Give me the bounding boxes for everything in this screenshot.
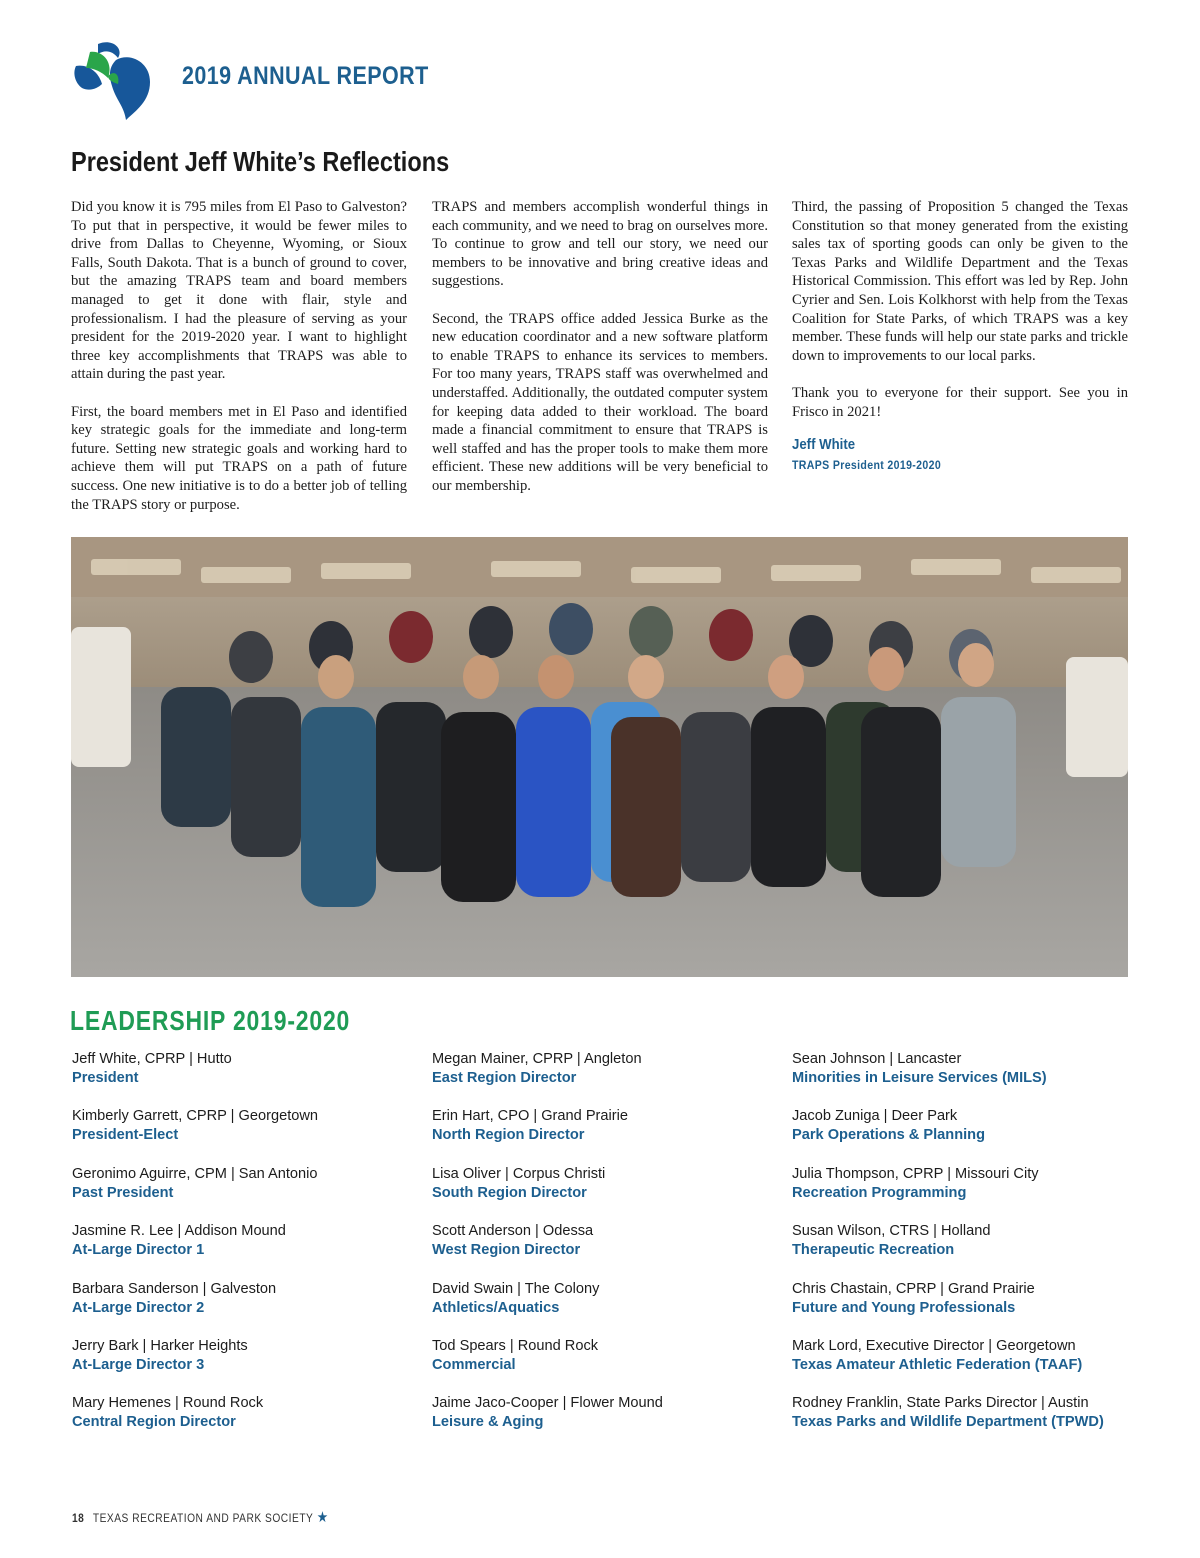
leader-role: Future and Young Professionals bbox=[792, 1299, 1016, 1316]
leader-entry bbox=[72, 1337, 432, 1394]
leader-entry bbox=[432, 1050, 792, 1107]
group-photo bbox=[71, 537, 1128, 977]
article-paragraph: First, the board members met in El Paso and identified key strategic goals for the immediate and long-term future. Setting new strategic goals and working hard to achieve them will put TRAPS on a path of future success. One new initiative is to do a better job of telling the TRAPS story or purpose. bbox=[71, 403, 407, 513]
leader-entry bbox=[792, 1337, 1152, 1394]
leader-entry bbox=[432, 1337, 792, 1394]
leader-name: Tod Spears | Round Rock bbox=[432, 1337, 599, 1354]
article-paragraph: Second, the TRAPS office added Jessica Burke as the new education coordinator and a new software platform to enable TRAPS to enhance its services to members. For too many years, TRAPS staff was overwhelmed and understaffed. Additionally, the outdated computer system for keeping data added to their workload. The board made a financial commitment to ensure that TRAPS is well staffed and has the proper tools to make them more efficient. These new additions will be very beneficial to our membership. bbox=[432, 310, 768, 494]
leader-role: Texas Amateur Athletic Federation (TAAF) bbox=[792, 1356, 1083, 1373]
leader-role: Texas Parks and Wildlife Department (TPWD) bbox=[792, 1414, 1104, 1431]
leader-role: Therapeutic Recreation bbox=[792, 1242, 955, 1259]
leader-entry bbox=[72, 1050, 432, 1107]
leader-role: South Region Director bbox=[432, 1184, 587, 1201]
article-title: President Jeff White’s Reflections bbox=[71, 146, 450, 177]
leader-name: Erin Hart, CPO | Grand Prairie bbox=[432, 1108, 628, 1125]
leader-role: Leisure & Aging bbox=[432, 1414, 544, 1431]
leader-name: Geronimo Aguirre, CPM | San Antonio bbox=[72, 1165, 318, 1182]
leader-entry bbox=[792, 1050, 1152, 1107]
article-paragraph: TRAPS and members accomplish wonderful things in each community, and we need to brag on ourselves more. To continue to grow and tell our story, we need our members to be innovative and bring creative ideas and suggestions. bbox=[432, 199, 768, 290]
leader-entry bbox=[792, 1280, 1152, 1337]
leader-role: At-Large Director 2 bbox=[72, 1299, 205, 1316]
leader-name: Kimberly Garrett, CPRP | Georgetown bbox=[72, 1108, 319, 1125]
leader-name: Sean Johnson | Lancaster bbox=[792, 1051, 962, 1067]
leader-entry bbox=[432, 1280, 792, 1337]
leader-role: At-Large Director 1 bbox=[72, 1242, 205, 1259]
leader-entry bbox=[72, 1280, 432, 1337]
page-footer bbox=[72, 1508, 329, 1526]
page-number: 18 bbox=[72, 1511, 85, 1525]
leader-role: North Region Director bbox=[432, 1127, 585, 1144]
leader-role: East Region Director bbox=[432, 1070, 577, 1086]
leader-name: Jasmine R. Lee | Addison Mound bbox=[72, 1223, 286, 1240]
leadership-column-2 bbox=[432, 1050, 792, 1452]
leader-role: President bbox=[72, 1070, 139, 1086]
signature-name: Jeff White bbox=[792, 435, 856, 453]
leader-entry bbox=[72, 1394, 432, 1451]
leader-name: Megan Mainer, CPRP | Angleton bbox=[432, 1051, 642, 1067]
leader-entry bbox=[792, 1394, 1152, 1451]
leader-entry bbox=[432, 1222, 792, 1279]
leadership-column-1 bbox=[72, 1050, 432, 1452]
article-paragraph: Thank you to everyone for their support. See you in Frisco in 2021! bbox=[792, 384, 1128, 420]
signature-role: TRAPS President 2019-2020 bbox=[792, 458, 942, 473]
leader-name: Mary Hemenes | Round Rock bbox=[72, 1395, 264, 1412]
article-column-3 bbox=[792, 198, 1128, 475]
leader-role: Past President bbox=[72, 1184, 174, 1201]
leader-name: David Swain | The Colony bbox=[432, 1280, 600, 1297]
leader-role: West Region Director bbox=[432, 1242, 581, 1259]
leader-name: Scott Anderson | Odessa bbox=[432, 1223, 594, 1240]
leader-entry bbox=[432, 1107, 792, 1164]
leader-role: Recreation Programming bbox=[792, 1184, 967, 1201]
leader-entry bbox=[72, 1222, 432, 1279]
report-title: 2019 ANNUAL REPORT bbox=[182, 62, 429, 90]
traps-logo bbox=[68, 40, 158, 122]
article-paragraph: Did you know it is 795 miles from El Paso to Galveston? To put that in perspective, it would be fewer miles to drive from Dallas to Cheyenne, Wyoming, or Sioux Falls, South Dakota. That is a bunch of ground to cover, but the amazing TRAPS team and board members managed to get it done with flair, style and professionalism. I had the pleasure of serving as your president for the 2019-2020 year. I want to highlight three key accomplishments that TRAPS was able to attain during the past year. bbox=[71, 199, 407, 383]
article-column-2 bbox=[432, 198, 768, 514]
leader-role: Park Operations & Planning bbox=[792, 1127, 986, 1144]
leader-entry bbox=[72, 1165, 432, 1222]
article-column-1 bbox=[71, 198, 407, 533]
leader-name: Jeff White, CPRP | Hutto bbox=[72, 1051, 232, 1067]
leader-entry bbox=[432, 1165, 792, 1222]
leader-name: Mark Lord, Executive Director | Georgetown bbox=[792, 1337, 1076, 1354]
leader-role: Commercial bbox=[432, 1356, 516, 1373]
leader-name: Susan Wilson, CTRS | Holland bbox=[792, 1223, 991, 1240]
leader-role: Minorities in Leisure Services (MILS) bbox=[792, 1070, 1047, 1086]
leader-role: President-Elect bbox=[72, 1127, 179, 1144]
footer-org-name: TEXAS RECREATION AND PARK SOCIETY bbox=[92, 1511, 314, 1525]
leader-entry bbox=[792, 1165, 1152, 1222]
leader-name: Lisa Oliver | Corpus Christi bbox=[432, 1165, 606, 1182]
leader-role: Central Region Director bbox=[72, 1414, 236, 1431]
leader-role: At-Large Director 3 bbox=[72, 1356, 205, 1373]
leader-name: Rodney Franklin, State Parks Director | Austin bbox=[792, 1395, 1089, 1412]
leader-name: Barbara Sanderson | Galveston bbox=[72, 1280, 277, 1297]
leader-name: Chris Chastain, CPRP | Grand Prairie bbox=[792, 1280, 1035, 1297]
leader-entry bbox=[792, 1107, 1152, 1164]
leader-role: Athletics/Aquatics bbox=[432, 1299, 560, 1316]
article-paragraph: Third, the passing of Proposition 5 changed the Texas Constitution so that money generated from the existing sales tax of sporting goods can only be given to the Texas Parks and Wildlife Department and the Texas Historical Commission. This effort was led by Rep. John Cyrier and Sen. Lois Kolkhorst with help from the Texas Coalition for State Parks, of which TRAPS was a key member. These funds will help our state parks and trickle down to improvements to our local parks. bbox=[792, 199, 1128, 364]
leader-name: Julia Thompson, CPRP | Missouri City bbox=[792, 1165, 1039, 1182]
leadership-title: LEADERSHIP 2019-2020 bbox=[70, 1005, 351, 1036]
leader-entry bbox=[72, 1107, 432, 1164]
leadership-column-3 bbox=[792, 1050, 1152, 1452]
leader-entry bbox=[792, 1222, 1152, 1279]
leader-name: Jaime Jaco-Cooper | Flower Mound bbox=[432, 1395, 663, 1412]
star-icon: ★ bbox=[316, 1509, 329, 1526]
leader-name: Jacob Zuniga | Deer Park bbox=[792, 1108, 958, 1125]
leader-entry bbox=[432, 1394, 792, 1451]
leader-name: Jerry Bark | Harker Heights bbox=[72, 1337, 248, 1354]
